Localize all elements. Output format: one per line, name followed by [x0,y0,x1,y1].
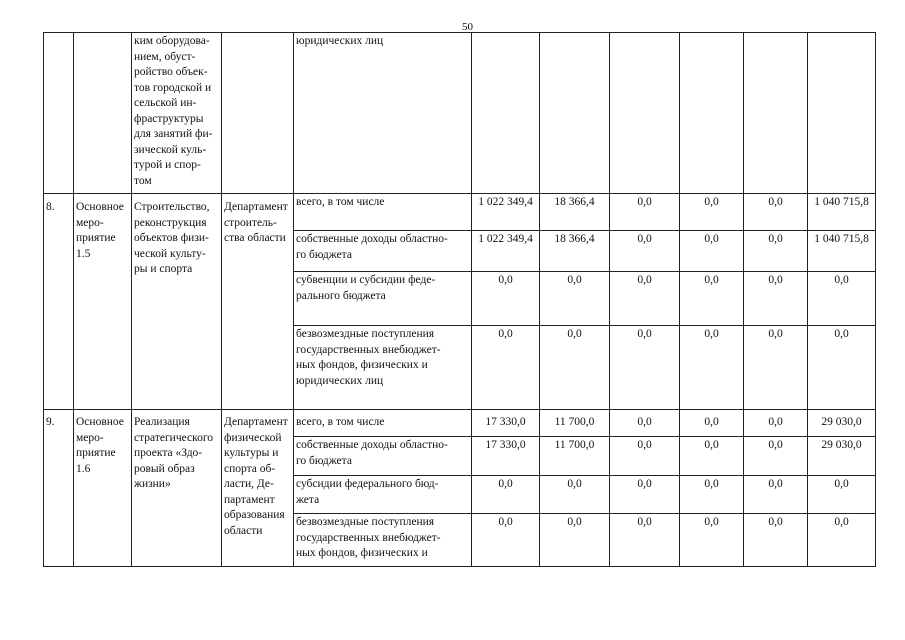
funding-source: субсидии федерального бюд- жета [294,476,472,514]
value-cell: 1 022 349,4 [472,231,540,272]
funding-source: собственные доходы областно- го бюджета [294,231,472,272]
value-cell: 1 022 349,4 [472,194,540,231]
value-cell: 0,0 [680,272,744,326]
funding-source: всего, в том числе [294,194,472,231]
value-cell [744,33,808,194]
value-cell: 0,0 [808,476,876,514]
value-cell [680,33,744,194]
value-cell: 0,0 [744,476,808,514]
value-cell: 0,0 [744,410,808,437]
value-cell: 0,0 [610,476,680,514]
measure-name: Реализация стратегического проекта «Здо- ровый образ жизни» [132,410,222,567]
executor: Департамент строитель- ства области [222,194,294,410]
value-cell: 0,0 [744,326,808,410]
value-cell: 0,0 [540,272,610,326]
table-row [44,194,876,231]
row-number: 9. [44,410,74,567]
budget-table [43,32,876,567]
value-cell: 0,0 [680,231,744,272]
value-cell: 0,0 [472,326,540,410]
value-cell: 0,0 [540,514,610,567]
funding-source: собственные доходы областно- го бюджета [294,437,472,476]
value-cell: 0,0 [680,514,744,567]
value-cell: 0,0 [744,231,808,272]
value-cell: 0,0 [744,514,808,567]
name-cell: ким оборудова- нием, обуст- ройство объек- тов городской и сельской ин- фраструктуры для занятий фи- зической куль- турой и спор- том [132,33,222,194]
value-cell [808,33,876,194]
value-cell: 0,0 [744,194,808,231]
value-cell: 17 330,0 [472,410,540,437]
funding-source: безвозмездные поступления государственных внебюджет- ных фондов, физических и [294,514,472,567]
value-cell: 17 330,0 [472,437,540,476]
value-cell: 0,0 [610,231,680,272]
value-cell: 0,0 [808,514,876,567]
value-cell: 0,0 [540,476,610,514]
value-cell: 0,0 [610,326,680,410]
executor-cell [222,33,294,194]
page-number: 50 [462,21,473,33]
value-cell: 0,0 [610,514,680,567]
measure-cell [74,33,132,194]
table-row [44,410,876,437]
value-cell: 29 030,0 [808,437,876,476]
value-cell: 0,0 [680,194,744,231]
funding-source: безвозмездные поступления государственных внебюджет- ных фондов, физических и юридических лиц [294,326,472,410]
source-cell: юридических лиц [294,33,472,194]
value-cell: 1 040 715,8 [808,194,876,231]
funding-source: всего, в том числе [294,410,472,437]
value-cell: 0,0 [680,437,744,476]
value-cell: 0,0 [610,272,680,326]
measure-label: Основное меро- приятие 1.5 [74,194,132,410]
funding-source: субвенции и субсидии феде- рального бюджета [294,272,472,326]
value-cell: 18 366,4 [540,231,610,272]
value-cell: 0,0 [540,326,610,410]
value-cell: 0,0 [472,272,540,326]
value-cell: 0,0 [744,272,808,326]
value-cell [610,33,680,194]
value-cell: 0,0 [680,476,744,514]
value-cell: 0,0 [610,194,680,231]
num-cell [44,33,74,194]
row-number: 8. [44,194,74,410]
value-cell: 0,0 [680,410,744,437]
value-cell: 0,0 [610,437,680,476]
table-row-continuation [44,33,876,194]
value-cell: 11 700,0 [540,410,610,437]
value-cell [540,33,610,194]
value-cell: 0,0 [610,410,680,437]
value-cell: 0,0 [472,514,540,567]
value-cell: 0,0 [472,476,540,514]
value-cell: 0,0 [808,272,876,326]
value-cell: 0,0 [680,326,744,410]
value-cell: 11 700,0 [540,437,610,476]
value-cell: 18 366,4 [540,194,610,231]
executor: Департамент физической культуры и спорта об- ласти, Де- партамент образования области [222,410,294,567]
value-cell: 0,0 [808,326,876,410]
measure-label: Основное меро- приятие 1.6 [74,410,132,567]
value-cell [472,33,540,194]
value-cell: 29 030,0 [808,410,876,437]
value-cell: 0,0 [744,437,808,476]
value-cell: 1 040 715,8 [808,231,876,272]
measure-name: Строительство, реконструкция объектов физи- ческой культу- ры и спорта [132,194,222,410]
